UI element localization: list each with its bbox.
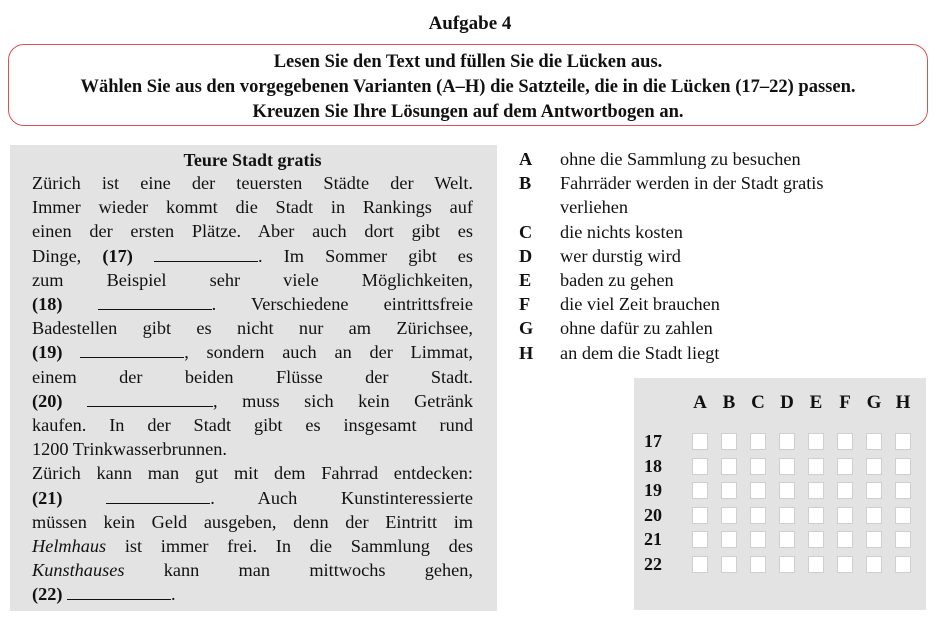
- option-item: D wer durstig wird: [519, 245, 681, 266]
- text-line: kaufen. In der Stadt gibt es insgesamt rund: [32, 415, 473, 436]
- gap-number: (22): [32, 584, 63, 605]
- answer-checkbox[interactable]: [721, 482, 737, 499]
- text-line: Zürich kann man gut mit dem Fahrrad entdecken:: [32, 463, 473, 484]
- answer-checkbox[interactable]: [721, 531, 737, 548]
- grid-row-number: 22: [644, 553, 662, 574]
- text-line: müssen kein Geld ausgeben, denn der Eintritt im: [32, 511, 473, 532]
- instruction-line: Lesen Sie den Text und füllen Sie die Lücken aus.: [273, 52, 663, 72]
- grid-row-number: 18: [644, 455, 662, 476]
- answer-checkbox[interactable]: [808, 556, 824, 573]
- answer-checkbox[interactable]: [692, 531, 708, 548]
- instruction-line: Wählen Sie aus den vorgegebenen Varianten (A–H) die Satzteile, die in die Lücken (17–22) passen.: [80, 77, 856, 97]
- grid-column-header: H: [895, 392, 911, 413]
- text-line: (18) . Verschiedene eintrittsfreie: [32, 294, 473, 315]
- answer-checkbox[interactable]: [837, 482, 853, 499]
- option-item: A ohne die Sammlung zu besuchen: [519, 149, 801, 169]
- text-line: (21) . Auch Kunstinteressierte: [32, 487, 473, 508]
- text-body: [32, 171, 473, 607]
- text-line: Immer wieder kommt die Stadt in Rankings auf: [32, 197, 473, 218]
- answer-checkbox[interactable]: [895, 458, 911, 475]
- grid-column-header: F: [839, 392, 851, 413]
- grid-column-header: C: [751, 392, 765, 413]
- options-list: [519, 147, 929, 365]
- option-item: E baden zu gehen: [519, 270, 674, 291]
- answer-checkbox[interactable]: [837, 458, 853, 475]
- answer-checkbox[interactable]: [808, 458, 824, 475]
- text-line: (22) .: [32, 584, 176, 605]
- grid-row-number: 20: [644, 504, 662, 525]
- answer-checkbox[interactable]: [837, 507, 853, 524]
- answer-checkbox[interactable]: [692, 482, 708, 499]
- answer-checkbox[interactable]: [866, 458, 882, 475]
- gap-blank: [80, 343, 184, 358]
- grid-row-number: 17: [644, 431, 662, 451]
- text-line: Kunsthauses kann man mittwochs gehen,: [32, 560, 473, 581]
- answer-checkbox[interactable]: [808, 531, 824, 548]
- answer-checkbox[interactable]: [837, 433, 853, 450]
- gap-blank: [67, 585, 171, 600]
- gap-blank: [87, 392, 213, 407]
- answer-checkbox[interactable]: [692, 458, 708, 475]
- answer-checkbox[interactable]: [692, 556, 708, 573]
- answer-checkbox[interactable]: [779, 433, 795, 450]
- grid-row-number: 21: [644, 529, 662, 549]
- text-title: Teure Stadt gratis: [183, 150, 322, 170]
- answer-checkbox[interactable]: [721, 507, 737, 524]
- answer-checkbox[interactable]: [837, 531, 853, 548]
- gap-blank: [154, 247, 258, 262]
- answer-checkbox[interactable]: [750, 433, 766, 450]
- answer-checkbox[interactable]: [837, 556, 853, 573]
- answer-checkbox[interactable]: [895, 531, 911, 548]
- answer-checkbox[interactable]: [779, 482, 795, 499]
- gap-number: (21): [32, 487, 63, 508]
- option-item: C die nichts kosten: [519, 221, 683, 242]
- answer-checkbox[interactable]: [721, 433, 737, 450]
- task-title: Aufgabe 4: [428, 13, 512, 34]
- gap-blank: [106, 489, 210, 504]
- answer-checkbox[interactable]: [895, 433, 911, 450]
- grid-column-header: E: [809, 392, 823, 413]
- text-line: (19) , sondern auch an der Limmat,: [32, 342, 474, 363]
- option-item: G ohne dafür zu zahlen: [519, 318, 713, 339]
- grid-column-header: A: [693, 392, 707, 413]
- text-line: einen der ersten Plätze. Aber auch dort gibt es: [32, 221, 473, 242]
- answer-checkbox[interactable]: [750, 556, 766, 573]
- text-line: Helmhaus ist immer frei. In die Sammlung des: [32, 536, 473, 557]
- text-line: Dinge, (17) . Im Sommer gibt es: [32, 245, 474, 266]
- answer-checkbox[interactable]: [866, 507, 882, 524]
- answer-checkbox[interactable]: [750, 507, 766, 524]
- answer-checkbox[interactable]: [808, 507, 824, 524]
- answer-checkbox[interactable]: [866, 531, 882, 548]
- reading-text-box: [10, 145, 497, 611]
- answer-checkbox[interactable]: [808, 433, 824, 450]
- answer-checkbox[interactable]: [779, 458, 795, 475]
- instructions-box: [8, 44, 928, 126]
- option-item: B Fahrräder werden in der Stadt gratis verliehen: [519, 173, 824, 218]
- instruction-line: Kreuzen Sie Ihre Lösungen auf dem Antwortbogen an.: [252, 102, 684, 122]
- gap-number: (18): [32, 294, 63, 315]
- answer-checkbox[interactable]: [779, 507, 795, 524]
- answer-checkbox[interactable]: [692, 433, 708, 450]
- answer-checkbox[interactable]: [895, 556, 911, 573]
- text-line: 1200 Trinkwasserbrunnen.: [32, 439, 227, 460]
- text-line: zum Beispiel sehr viele Möglichkeiten,: [32, 269, 473, 290]
- answer-checkbox[interactable]: [750, 482, 766, 499]
- answer-checkbox[interactable]: [808, 482, 824, 499]
- answer-checkbox[interactable]: [895, 482, 911, 499]
- grid-row-number: 19: [644, 480, 662, 500]
- gap-number: (20): [32, 390, 63, 411]
- text-line: Zürich ist eine der teuersten Städte der Welt.: [32, 173, 473, 193]
- answer-checkbox[interactable]: [721, 458, 737, 475]
- answer-checkbox[interactable]: [779, 531, 795, 548]
- gap-number: (17): [102, 245, 133, 266]
- text-line: (20) , muss sich kein Getränk: [32, 390, 473, 411]
- answer-checkbox[interactable]: [779, 556, 795, 573]
- text-line: einem der beiden Flüsse der Stadt.: [32, 366, 473, 387]
- option-item: F die viel Zeit brauchen: [519, 294, 720, 315]
- answer-checkbox[interactable]: [895, 507, 911, 524]
- answer-checkbox[interactable]: [692, 507, 708, 524]
- answer-checkbox[interactable]: [750, 531, 766, 548]
- gap-blank: [98, 295, 212, 310]
- option-item: H an dem die Stadt liegt: [519, 342, 720, 363]
- answer-checkbox[interactable]: [750, 458, 766, 475]
- text-line: Badestellen gibt es nicht nur am Zürichsee,: [32, 318, 473, 339]
- grid-column-header: D: [780, 392, 794, 413]
- answer-checkbox[interactable]: [866, 556, 882, 573]
- answer-checkbox[interactable]: [721, 556, 737, 573]
- answer-checkbox[interactable]: [866, 433, 882, 450]
- grid-column-header: B: [722, 392, 736, 413]
- gap-number: (19): [32, 342, 63, 363]
- grid-column-header: G: [866, 392, 882, 413]
- answer-checkbox[interactable]: [866, 482, 882, 499]
- answer-grid: [634, 378, 926, 610]
